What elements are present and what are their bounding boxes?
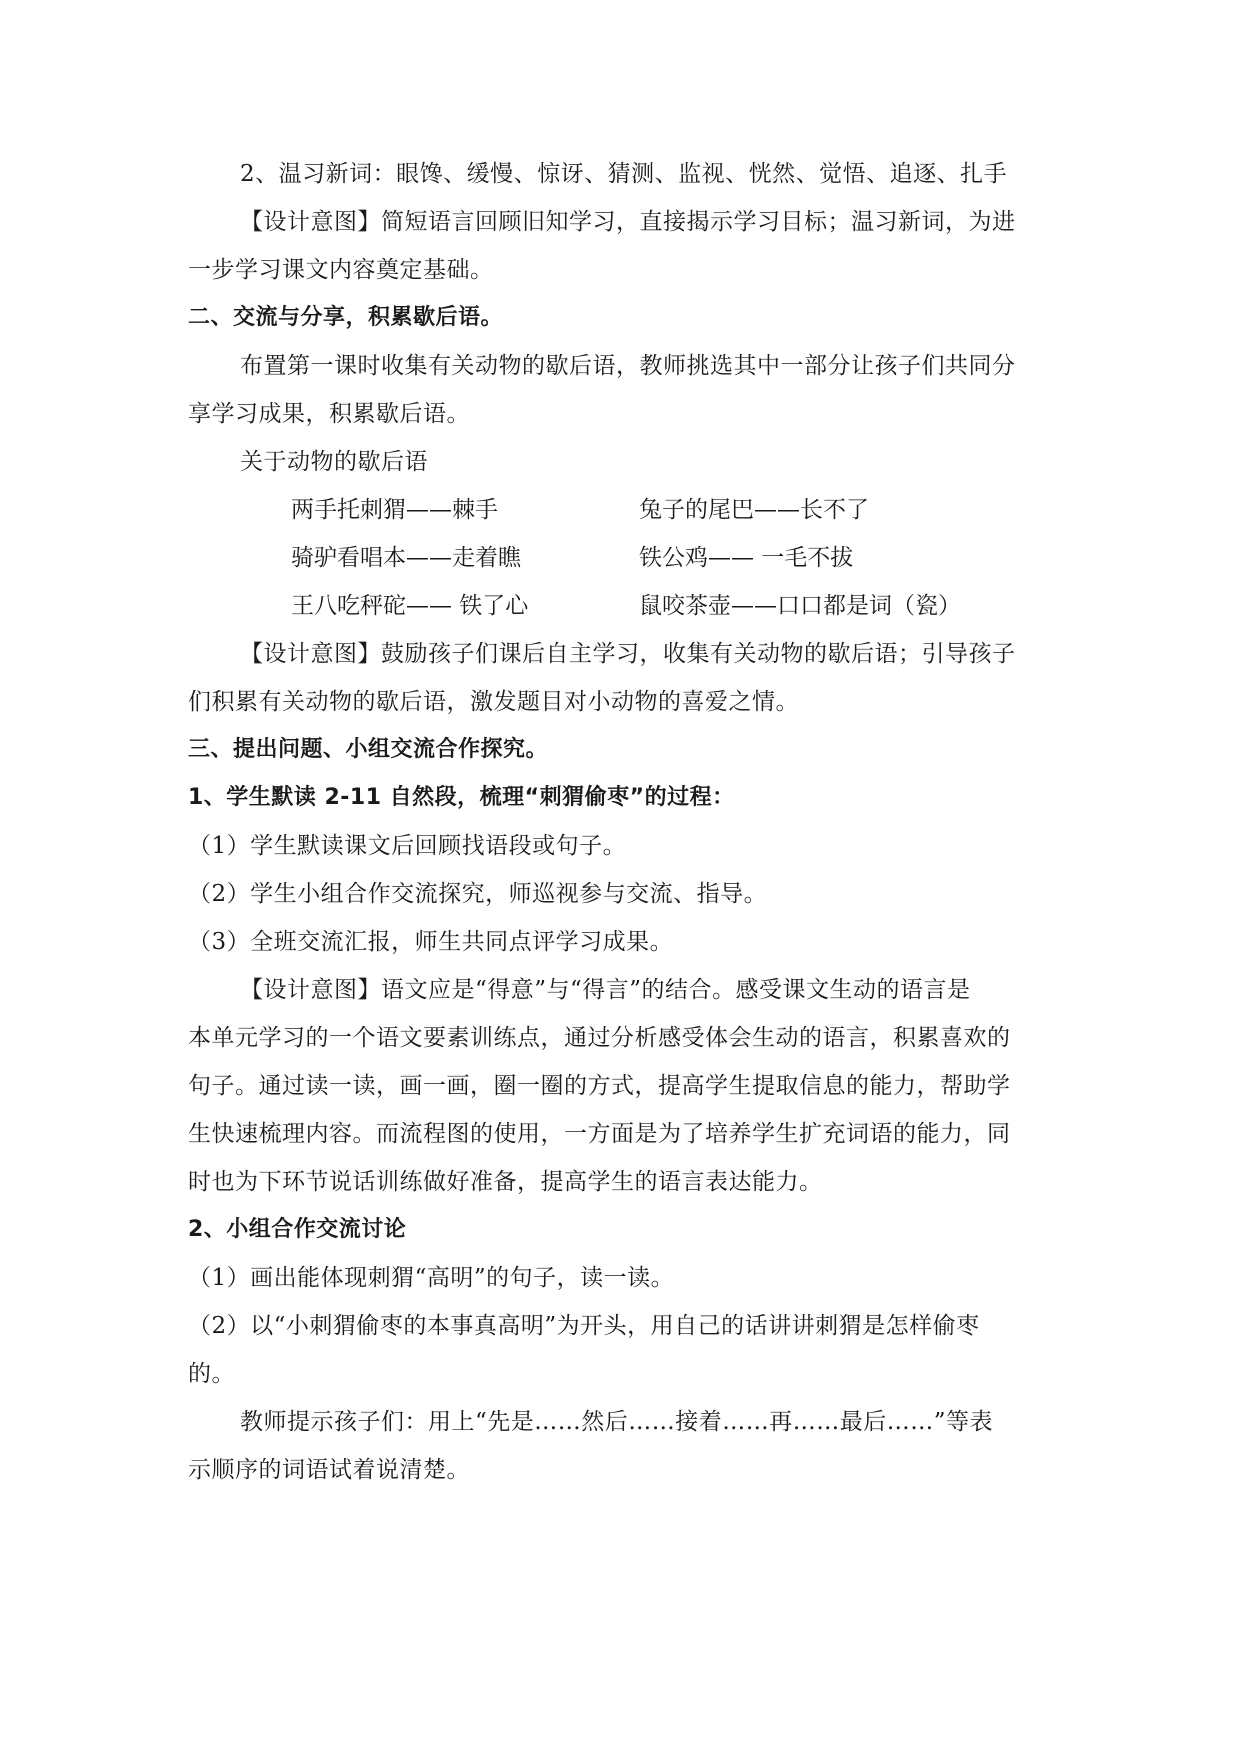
paragraph-line: 生快速梳理内容。而流程图的使用，一方面是为了培养学生扩充词语的能力，同 (188, 1121, 1011, 1147)
document-page (188, 150, 1058, 1494)
proverb-left: 两手托刺猬——棘手 (291, 497, 498, 523)
list-item: （2）学生小组合作交流探究，师巡视参与交流、指导。 (188, 881, 768, 907)
proverb-right: 兔子的尾巴——长不了 (639, 497, 869, 523)
list-item: （2）以“小刺猬偷枣的本事真高明”为开头，用自己的话讲讲刺猬是怎样偷枣 (188, 1313, 980, 1339)
section-heading: 三、提出问题、小组交流合作探究。 (188, 737, 549, 762)
list-item: （3）全班交流汇报，师生共同点评学习成果。 (188, 929, 674, 955)
paragraph-line: 教师提示孩子们：用上“先是……然后……接着……再……最后……”等表 (240, 1409, 994, 1435)
paragraph-line: 一步学习课文内容奠定基础。 (188, 257, 494, 283)
paragraph-line: 们积累有关动物的歇后语，激发题目对小动物的喜爱之情。 (188, 689, 799, 715)
paragraph-line: 关于动物的歇后语 (240, 449, 428, 475)
paragraph-line: 【设计意图】语文应是“得意”与“得言”的结合。感受课文生动的语言是 (240, 977, 971, 1003)
proverb-right: 鼠咬茶壶——口口都是词（瓷） (639, 593, 961, 619)
paragraph-line: 的。 (188, 1361, 235, 1387)
proverb-row (188, 582, 1058, 630)
paragraph-line: 【设计意图】鼓励孩子们课后自主学习，收集有关动物的歇后语；引导孩子 (240, 641, 1016, 667)
section-heading: 二、交流与分享，积累歇后语。 (188, 305, 504, 330)
paragraph-line: 2、温习新词：眼馋、缓慢、惊讶、猜测、监视、恍然、觉悟、追逐、扎手 (240, 161, 1008, 187)
proverb-row (188, 486, 1058, 534)
proverb-row (188, 534, 1058, 582)
paragraph-line: 本单元学习的一个语文要素训练点，通过分析感受体会生动的语言，积累喜欢的 (188, 1025, 1011, 1051)
proverb-right: 铁公鸡—— 一毛不拔 (639, 545, 854, 571)
paragraph-line: 示顺序的词语试着说清楚。 (188, 1457, 470, 1483)
paragraph-line: 时也为下环节说话训练做好准备，提高学生的语言表达能力。 (188, 1169, 823, 1195)
paragraph-line: 享学习成果，积累歇后语。 (188, 401, 470, 427)
paragraph-line: 布置第一课时收集有关动物的歇后语，教师挑选其中一部分让孩子们共同分 (240, 353, 1016, 379)
list-item: （1）画出能体现刺猬“高明”的句子，读一读。 (188, 1265, 675, 1291)
subsection-heading: 2、小组合作交流讨论 (188, 1217, 407, 1242)
proverb-left: 骑驴看唱本——走着瞧 (291, 545, 521, 571)
subsection-heading: 1、学生默读 2-11 自然段，梳理“刺猬偷枣”的过程： (188, 785, 735, 810)
list-item: （1）学生默读课文后回顾找语段或句子。 (188, 833, 627, 859)
paragraph-line: 句子。通过读一读，画一画，圈一圈的方式，提高学生提取信息的能力，帮助学 (188, 1073, 1011, 1099)
paragraph-line: 【设计意图】简短语言回顾旧知学习，直接揭示学习目标；温习新词，为进 (240, 209, 1016, 235)
proverb-left: 王八吃秤砣—— 铁了心 (291, 593, 529, 619)
